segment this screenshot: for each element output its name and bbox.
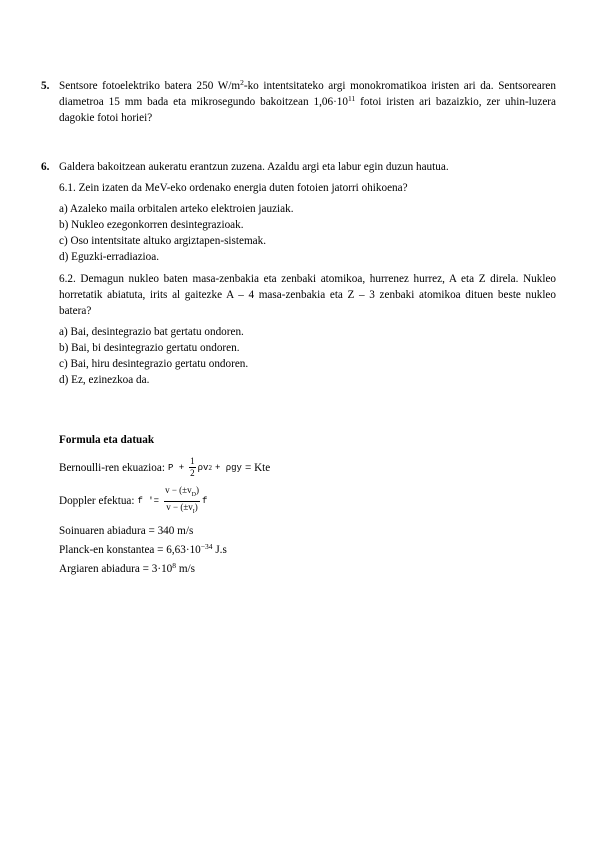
question-5 (41, 78, 556, 126)
option-a: a) Azaleko maila orbitalen arteko elektroien jauziak. (59, 203, 294, 215)
doppler-equation: Doppler efektua: f '= $\frac{v - (\pm v_D)}{v - (\pm v_I)}$ f (59, 485, 539, 518)
option-a: a) Bai, desintegrazio bat gertatu ondoren. (59, 326, 244, 338)
options-list (59, 324, 556, 388)
light-speed: Argiaren abiadura = $3\cdot 10^8$ m/s (59, 560, 195, 575)
option-c: c) Bai, hiru desintegrazio gertatu ondoren. (59, 358, 249, 370)
question-number: 5. (41, 80, 50, 92)
option-b: b) Bai, bi desintegrazio gertatu ondoren. (59, 342, 240, 354)
fraction-one-half: $\frac{1}{2}$ (190, 456, 195, 478)
doppler-fraction: $\frac{v - (\pm v_D)}{v - (\pm v_I)}$ (165, 485, 199, 515)
question-6 (41, 159, 556, 388)
formulas-section (59, 432, 539, 577)
question-number: 6. (41, 161, 50, 173)
option-d: d) Ez, ezinezkoa da. (59, 374, 150, 386)
bernoulli-equation: Bernoulli-ren ekuazioa: P + $\frac{1}{2}$ ρv 2 + ρgy = Kte (59, 456, 271, 478)
subquestion-text: 6.2. Demagun nukleo baten masa-zenbakia eta zenbaki atomikoa, hurrenez hurrez, A eta Z direla. Nukleo horretatik abiatuta, irits al gaitezke A – 4 masa-zenbakia eta Z – 3 zenbaki atomikoa dituen beste nukleo batera? (59, 273, 556, 317)
option-d: d) Eguzki-erradiazioa. (59, 251, 160, 263)
options-list (59, 201, 556, 265)
sound-speed: Soinuaren abiadura = 340 m/s (59, 524, 194, 537)
option-b: b) Nukleo ezegonkorren desintegrazioak. (59, 219, 244, 231)
subquestion-6-1 (59, 180, 556, 265)
option-c: c) Oso intentsitate altuko argiztapen-sistemak. (59, 235, 267, 247)
question-5-text: Sentsore fotoelektriko batera 250 $W/m^2-ko$ intentsitateko argi monokromatikoa iristen ari da. Sentsorearen diametroa 15 mm bada eta mikrosegundo bakoitzean $1,06\cdot 10^{11}$ fotoi iristen ari bazaizkio, zer uhin-luzera dagokie fotoi horiei? (59, 78, 556, 124)
subquestion-6-2 (59, 271, 556, 388)
planck-constant: Planck-en konstantea = $6,63\cdot 10^{-34}$ J.s (59, 541, 227, 556)
question-6-intro: Galdera bakoitzean aukeratu erantzun zuzena. Azaldu argi eta labur egin duzun hautua. (59, 161, 449, 173)
formulas-title: Formula eta datuak (59, 434, 155, 446)
subquestion-text: 6.1. Zein izaten da MeV-eko ordenako energia duten fotoien jatorri ohikoena? (59, 182, 408, 194)
